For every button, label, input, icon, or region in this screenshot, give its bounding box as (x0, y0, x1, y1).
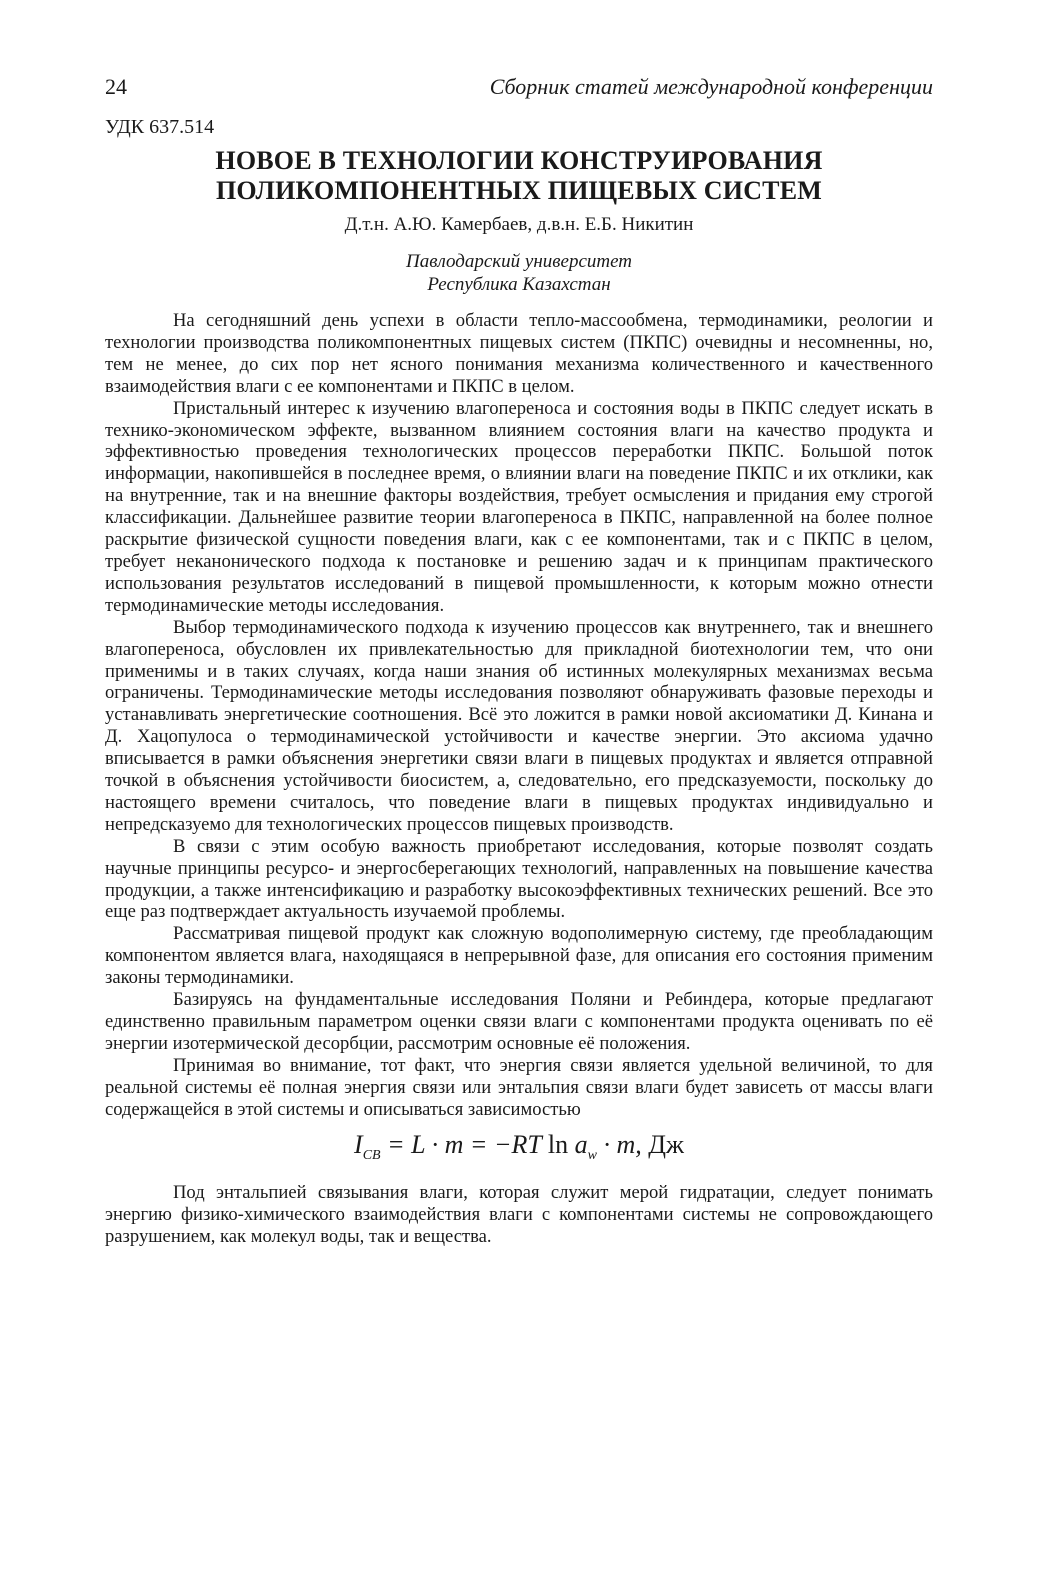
formula-lhs-subscript: СВ (362, 1147, 381, 1163)
journal-title: Сборник статей международной конференции (489, 74, 933, 99)
affiliation-country: Республика Казахстан (427, 274, 611, 295)
formula-activity: a (568, 1129, 588, 1159)
authors: Д.т.н. А.Ю. Камербаев, д.в.н. Е.Б. Никитин (344, 214, 694, 235)
paragraph: Базируясь на фундаментальные исследования Поляни и Ребиндера, которые предлагают единственно правильным параметром оценки связи влаги с компонентами продукта оценивать по её энергии изотермической десорбции, рассмотрим основные её положения. (105, 989, 933, 1054)
enthalpy-formula (105, 1123, 933, 1178)
affiliation (105, 250, 933, 296)
paragraph: Под энтальпией связывания влаги, которая служит мерой гидратации, следует понимать энергию физико-химического взаимодействия влаги с компонентами системы не сопровождающего разрушением, как молекул воды, так и вещества. (105, 1181, 933, 1247)
udk-code: УДК 637.514 (105, 116, 215, 138)
paragraph: В связи с этим особую важность приобретают исследования, которые позволят создать научные принципы ресурсо- и энергосберегающих технологий, направленных на повышение качества продукции, а также интенсификацию и разработку высокоэффективных технических решений. Все это еще раз подтверждает актуальность изучаемой проблемы. (105, 835, 933, 923)
paragraph: Выбор термодинамического подхода к изучению процессов как внутреннего, так и внешнего влагопереноса, обусловлен их привлекательностью для прикладной биотехнологии тем, что они применимы и в таких случаях, когда наши знания об истинных молекулярных механизмах весьма ограничены. Термодинамические методы исследования позволяют обнаруживать фазовые переходы и устанавливать энергетические соотношения. Всё это ложится в рамки новой аксиоматики Д. Кинана и Д. Хацопулоса о термодинамической устойчивости и качестве энергии. Это аксиома удачно вписывается в рамки объяснения энергетики связи влаги в пищевых продуктах и является отправной точкой в объяснения устойчивости биосистем, а, следовательно, его предсказуемости, поскольку до настоящего времени считалось, что поведение влаги в пищевых продуктах индивидуально и непредсказуемо для технологических процессов пищевых производств. (105, 616, 933, 835)
affiliation-university: Павлодарский университет (405, 251, 632, 272)
paragraph: Рассматривая пищевой продукт как сложную водополимерную систему, где преобладающим компонентом является влага, находящаяся в непрерывной фазе, для описания его состояния применим законы термодинамики. (105, 923, 933, 989)
formula-ln: ln (547, 1129, 569, 1159)
formula-tail: · m, (596, 1129, 649, 1159)
article-title (105, 146, 933, 206)
running-header (105, 74, 933, 100)
formula-unit: Дж (648, 1129, 684, 1159)
paragraph: Пристальный интерес к изучению влагопереноса и состояния воды в ПКПС следует искать в технико-экономическом эффекте, вызванном влиянием состояния влаги на качество продукта и эффективностью проведения технологических процессов переработки ПКПС. Большой поток информации, накопившейся в последнее время, о влиянии влаги на поведение ПКПС и их отклики, как на внутренние, так и на внешние факторы воздействия, требует осмысления и придания ему строгой классификации. Дальнейшее развитие теории влагопереноса в ПКПС, направленной на более полное раскрытие физической сущности поведения влаги, как с ее компонентами, так и с ПКПС в целом, требует неканонического подхода к постановке и решению задач и к принципам практического использования результатов исследований в пищевой промышленности, к которым можно отнести термодинамические методы исследования. (105, 397, 933, 616)
formula-middle: = L · m = −RT (380, 1129, 548, 1159)
page-number: 24 (105, 74, 127, 99)
formula-lhs: I (354, 1129, 363, 1159)
formula-activity-subscript: w (587, 1147, 597, 1163)
title-line-2: ПОЛИКОМПОНЕНТНЫХ ПИЩЕВЫХ СИСТЕМ (215, 176, 822, 205)
paragraph: На сегодняшний день успехи в области тепло-массообмена, термодинамики, реологии и технологии производства поликомпонентных пищевых систем (ПКПС) очевидны и несомненны, но, тем не менее, до сих пор нет ясного понимания механизма количественного и качественного взаимодействия влаги с ее компонентами и ПКПС в целом. (105, 310, 933, 397)
title-line-1: НОВОЕ В ТЕХНОЛОГИИ КОНСТРУИРОВАНИЯ (215, 146, 823, 175)
paragraph: Принимая во внимание, тот факт, что энергия связи является удельной величиной, то для реальной системы её полная энергия связи или энтальпия связи влаги будет зависеть от массы влаги содержащейся в этой системы и описываться зависимостью (105, 1054, 933, 1120)
article-body (105, 310, 933, 1247)
